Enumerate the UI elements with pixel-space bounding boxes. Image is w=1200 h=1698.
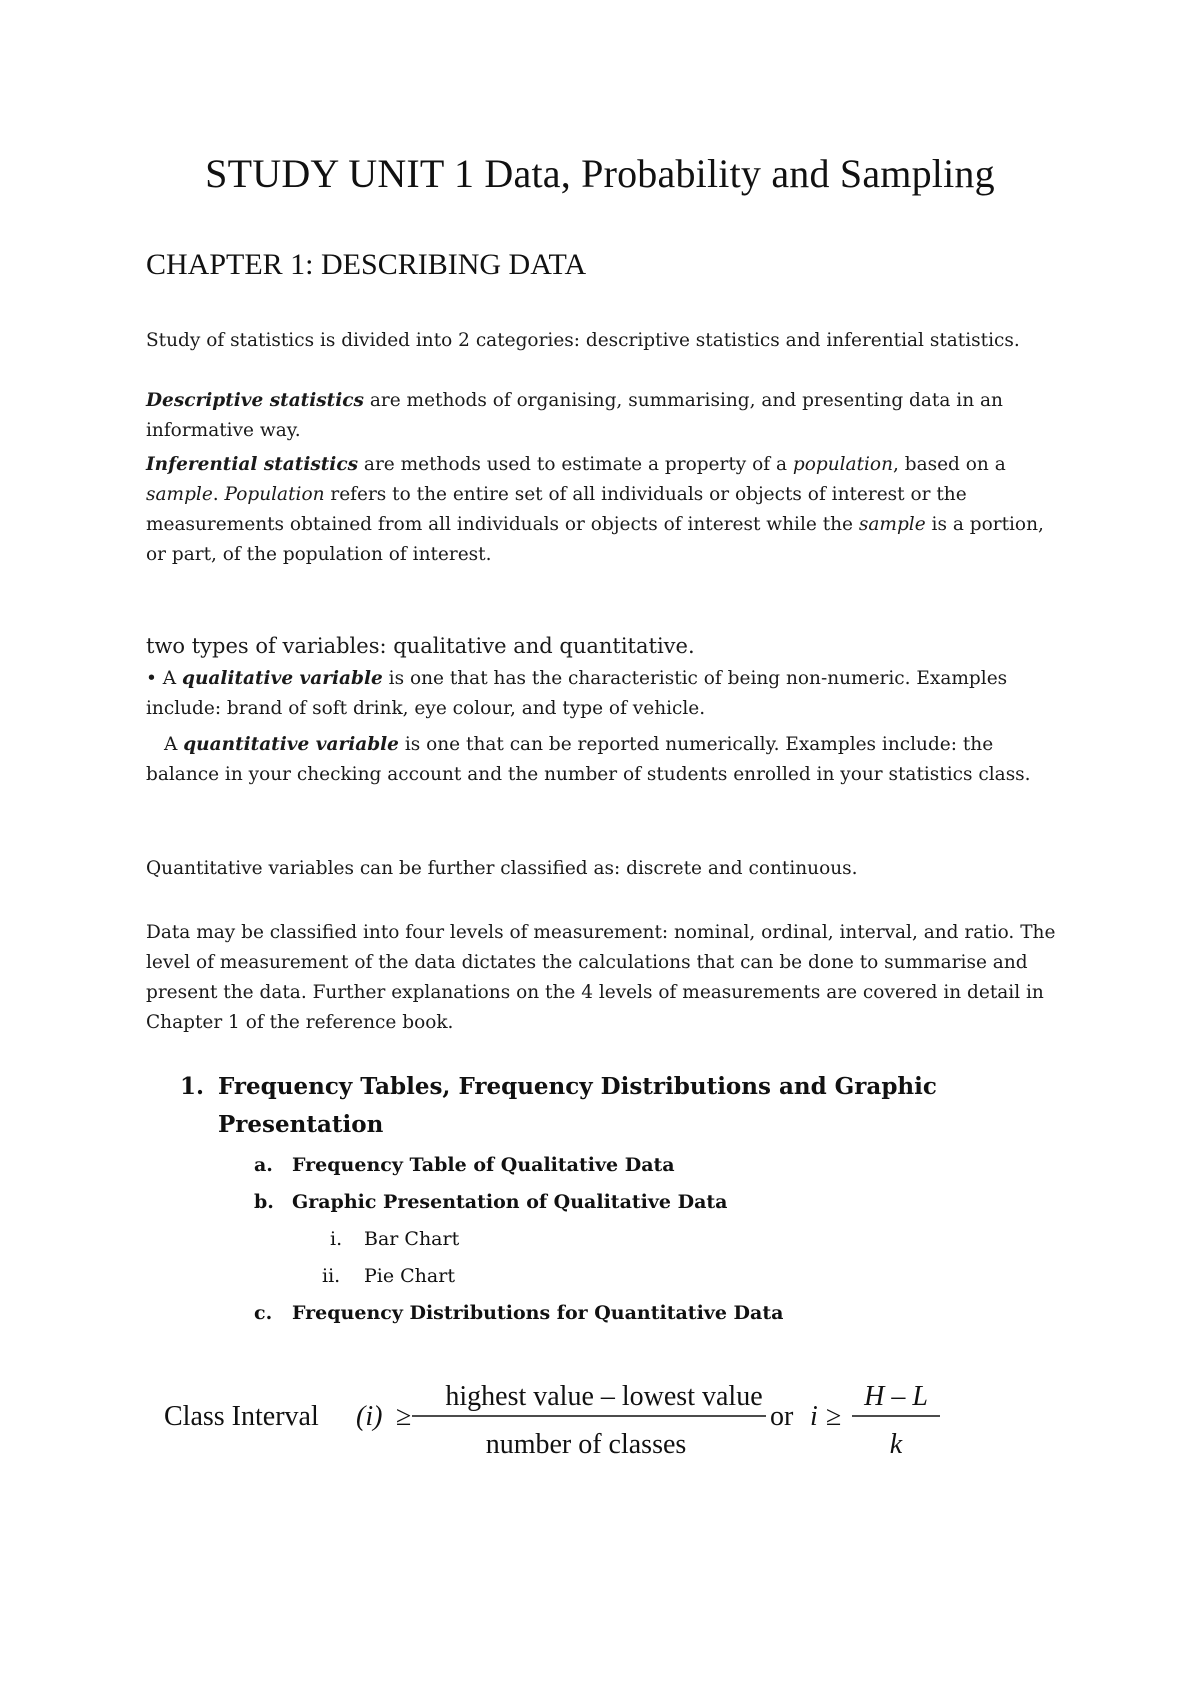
inferential-text-5: is a portion, or part, of the population of interest. <box>146 514 1044 565</box>
qualitative-paragraph <box>146 664 1066 724</box>
bullet-icon: • <box>146 668 157 689</box>
levels-paragraph: Data may be classified into four levels of measurement: nominal, ordinal, interval, and ratio. The level of measurement of the data dictates the calculations that can be done to summarise and present the data. Further explanations on the 4 levels of measurements are covered in detail in Chapter 1 of the reference book. <box>146 922 1056 1033</box>
outline-item-1-line-2: Presentation <box>218 1111 384 1138</box>
inferential-text-3: . <box>212 484 225 505</box>
outline-item-c-text: Frequency Distributions for Quantitative Data <box>292 1302 784 1324</box>
inferential-text-1: are methods used to estimate a property of a <box>358 454 793 475</box>
outline-item-i-text: Bar Chart <box>364 1228 460 1250</box>
formula-graphic <box>160 1370 960 1460</box>
outline-item-c-number: c. <box>254 1302 273 1324</box>
qualitative-term: qualitative variable <box>182 668 383 689</box>
outline-item-1-line-1: Frequency Tables, Frequency Distributions and Graphic <box>218 1073 937 1100</box>
outline-item-b-number: b. <box>254 1191 274 1213</box>
formula-denominator-2: k <box>889 1429 903 1460</box>
outline-item-i-number: i. <box>330 1228 343 1250</box>
outline-item-1-number: 1. <box>180 1073 205 1100</box>
formula-numerator: highest value – lowest value <box>445 1381 763 1412</box>
formula-i-variable: i <box>810 1401 818 1432</box>
outline-item-a-number: a. <box>254 1154 273 1176</box>
population-word: population <box>792 454 893 475</box>
formula-geq-2: ≥ <box>826 1401 842 1432</box>
inferential-paragraph <box>146 450 1066 570</box>
formula-numerator-2: H – L <box>864 1381 928 1412</box>
class-interval-formula <box>160 1370 960 1460</box>
intro-paragraph: Study of statistics is divided into 2 categories: descriptive statistics and inferential statistics. <box>146 330 1020 351</box>
formula-lhs-variable: (i) <box>356 1401 383 1432</box>
inferential-text-2: , based on a <box>892 454 1006 475</box>
descriptive-definition: are methods of organising, summarising, and presenting data in an informative way. <box>146 390 1003 441</box>
formula-lhs: Class Interval <box>164 1401 319 1432</box>
formula-denominator: number of classes <box>485 1429 687 1460</box>
outline-item-ii-number: ii. <box>322 1265 341 1287</box>
sample-word-2: sample <box>858 514 926 535</box>
formula-geq-1: ≥ <box>396 1401 412 1432</box>
quantitative-classes-paragraph: Quantitative variables can be further classified as: discrete and continuous. <box>146 858 858 879</box>
quantitative-definition: is one that can be reported numerically. Examples include: the balance in your checking account and the number of students enrolled in your statistics class. <box>146 734 1031 785</box>
quantitative-term: quantitative variable <box>183 734 399 755</box>
outline-item-ii-text: Pie Chart <box>364 1265 455 1287</box>
descriptive-paragraph <box>146 386 1066 446</box>
formula-or: or <box>770 1401 794 1432</box>
sample-word: sample <box>146 484 213 505</box>
page-title: STUDY UNIT 1 Data, Probability and Sampling <box>205 151 995 196</box>
variable-types-heading: two types of variables: qualitative and quantitative. <box>146 634 695 658</box>
inferential-text-4: refers to the entire set of all individuals or objects of interest or the measurements obtained from all individuals or objects of interest while the <box>146 484 967 535</box>
population-word-2: Population <box>224 484 325 505</box>
quantitative-prefix: A <box>164 734 184 755</box>
outline-item-b-text: Graphic Presentation of Qualitative Data <box>292 1191 728 1213</box>
inferential-term: Inferential statistics <box>146 454 359 475</box>
qualitative-prefix: A <box>156 668 183 689</box>
outline-item-a-text: Frequency Table of Qualitative Data <box>292 1154 675 1176</box>
chapter-heading: CHAPTER 1: DESCRIBING DATA <box>146 248 587 281</box>
descriptive-term: Descriptive statistics <box>146 390 364 411</box>
qualitative-definition: is one that has the characteristic of being non-numeric. Examples include: brand of soft drink, eye colour, and type of vehicle. <box>146 668 1008 719</box>
quantitative-paragraph <box>146 730 1066 790</box>
